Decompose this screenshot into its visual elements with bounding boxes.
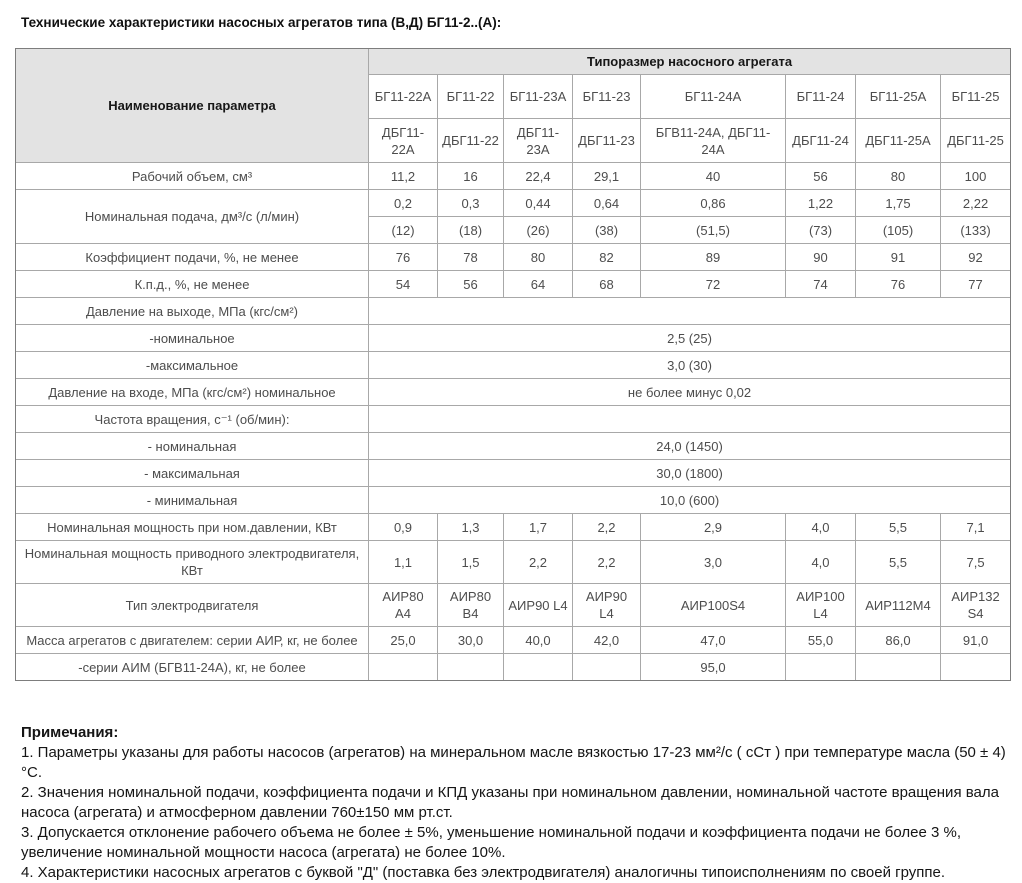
value-cell: АИР80 А4 [369, 584, 438, 627]
table-row [16, 298, 1011, 325]
value-cell: 76 [856, 271, 941, 298]
table-row [16, 406, 1011, 433]
span-value-cell [369, 298, 1011, 325]
page-title: Технические характеристики насосных агрегатов типа (В,Д) БГ11-2..(А): [21, 15, 502, 30]
value-cell: 89 [641, 244, 786, 271]
span-value-cell: не более минус 0,02 [369, 379, 1011, 406]
value-cell: 1,3 [438, 514, 504, 541]
value-cell: 2,22 [941, 190, 1011, 217]
table-row [16, 541, 1011, 584]
param-column-header: Наименование параметра [16, 49, 369, 163]
value-cell: 22,4 [504, 163, 573, 190]
value-cell: АИР80 В4 [438, 584, 504, 627]
value-cell: АИР90 L4 [504, 584, 573, 627]
value-cell: 0,64 [573, 190, 641, 217]
table-row [16, 271, 1011, 298]
model-header-cell: ДБГ11-23А [504, 119, 573, 163]
param-label-cell: - минимальная [16, 487, 369, 514]
span-value-cell: 10,0 (600) [369, 487, 1011, 514]
table-row [16, 379, 1011, 406]
value-cell: 40 [641, 163, 786, 190]
value-cell: 29,1 [573, 163, 641, 190]
value-cell: 91,0 [941, 627, 1011, 654]
model-header-cell: ДБГ11-25А [856, 119, 941, 163]
model-header-cell: ДБГ11-22 [438, 119, 504, 163]
param-label-cell: Масса агрегатов с двигателем: серии АИР, кг, не более [16, 627, 369, 654]
value-cell: 1,5 [438, 541, 504, 584]
param-label-cell: Давление на выходе, МПа (кгс/см²) [16, 298, 369, 325]
value-cell: (12) [369, 217, 438, 244]
model-header-cell: БГ11-25А [856, 75, 941, 119]
specs-table-body [16, 163, 1011, 681]
value-cell: 11,2 [369, 163, 438, 190]
value-cell: 100 [941, 163, 1011, 190]
value-cell: 76 [369, 244, 438, 271]
table-row [16, 433, 1011, 460]
param-label-cell: - максимальная [16, 460, 369, 487]
value-cell: 86,0 [856, 627, 941, 654]
span-value-cell: 2,5 (25) [369, 325, 1011, 352]
value-cell: 40,0 [504, 627, 573, 654]
param-label-cell: -номинальное [16, 325, 369, 352]
value-cell: 42,0 [573, 627, 641, 654]
param-label-cell: Частота вращения, с⁻¹ (об/мин): [16, 406, 369, 433]
value-cell: 25,0 [369, 627, 438, 654]
value-cell: 2,2 [573, 541, 641, 584]
value-cell: 55,0 [786, 627, 856, 654]
model-header-cell: БГ11-22А [369, 75, 438, 119]
table-row [16, 352, 1011, 379]
model-header-cell: БГ11-23А [504, 75, 573, 119]
value-cell: 2,9 [641, 514, 786, 541]
value-cell: (73) [786, 217, 856, 244]
value-cell: 16 [438, 163, 504, 190]
span-value-cell: 30,0 (1800) [369, 460, 1011, 487]
value-cell: (133) [941, 217, 1011, 244]
table-row [16, 190, 1011, 217]
value-cell [941, 654, 1011, 681]
table-row [16, 654, 1011, 681]
value-cell: 7,1 [941, 514, 1011, 541]
value-cell: 90 [786, 244, 856, 271]
value-cell: АИР132 S4 [941, 584, 1011, 627]
param-label-cell: Давление на входе, МПа (кгс/см²) номинальное [16, 379, 369, 406]
value-cell: АИР90 L4 [573, 584, 641, 627]
specs-table [15, 48, 1011, 681]
table-row [16, 487, 1011, 514]
value-cell [438, 654, 504, 681]
note-item: 2. Значения номинальной подачи, коэффициента подачи и КПД указаны при номинальном давлении, номинальной частоте вращения вала насоса (агрегата) и атмосферном давлении 760±150 мм рт.ст. [21, 784, 999, 821]
table-row [16, 627, 1011, 654]
span-value-cell: 3,0 (30) [369, 352, 1011, 379]
value-cell: 82 [573, 244, 641, 271]
table-row [16, 163, 1011, 190]
value-cell: 1,75 [856, 190, 941, 217]
value-cell: 0,3 [438, 190, 504, 217]
model-header-cell: ДБГ11-22А [369, 119, 438, 163]
value-cell: (18) [438, 217, 504, 244]
notes-heading: Примечания: [21, 724, 119, 741]
param-label-cell: Номинальная мощность при ном.давлении, КВт [16, 514, 369, 541]
model-header-cell: БГ11-22 [438, 75, 504, 119]
value-cell: 92 [941, 244, 1011, 271]
value-cell: (51,5) [641, 217, 786, 244]
value-cell: 80 [504, 244, 573, 271]
value-cell: 64 [504, 271, 573, 298]
value-cell: 5,5 [856, 514, 941, 541]
group-header: Типоразмер насосного агрегата [369, 49, 1011, 75]
value-cell: 54 [369, 271, 438, 298]
value-cell: 95,0 [641, 654, 786, 681]
value-cell: АИР100 L4 [786, 584, 856, 627]
param-label-cell: К.п.д., %, не менее [16, 271, 369, 298]
value-cell: 30,0 [438, 627, 504, 654]
value-cell: 91 [856, 244, 941, 271]
span-value-cell [369, 406, 1011, 433]
value-cell: 56 [438, 271, 504, 298]
value-cell: АИР112М4 [856, 584, 941, 627]
span-value-cell: 24,0 (1450) [369, 433, 1011, 460]
value-cell: 1,1 [369, 541, 438, 584]
param-label-cell: Рабочий объем, см³ [16, 163, 369, 190]
value-cell: 0,44 [504, 190, 573, 217]
value-cell: 80 [856, 163, 941, 190]
model-header-cell: БГ11-24 [786, 75, 856, 119]
value-cell: 2,2 [504, 541, 573, 584]
value-cell [369, 654, 438, 681]
note-item: 4. Характеристики насосных агрегатов с буквой "Д" (поставка без электродвигателя) аналогичны типоисполнениям по своей группе. [21, 864, 946, 881]
param-label-cell: -серии АИМ (БГВ11-24А), кг, не более [16, 654, 369, 681]
value-cell: (38) [573, 217, 641, 244]
value-cell: 1,7 [504, 514, 573, 541]
value-cell: 74 [786, 271, 856, 298]
value-cell: АИР100S4 [641, 584, 786, 627]
value-cell: 72 [641, 271, 786, 298]
value-cell: 68 [573, 271, 641, 298]
table-row [16, 514, 1011, 541]
table-row [16, 460, 1011, 487]
model-header-cell: БГВ11-24А, ДБГ11-24А [641, 119, 786, 163]
value-cell: 5,5 [856, 541, 941, 584]
model-header-cell: ДБГ11-25 [941, 119, 1011, 163]
note-item: 3. Допускается отклонение рабочего объема не более ± 5%, уменьшение номинальной подачи и коэффициента подачи не более 3 %, увеличение номинальной мощности насоса (агрегата) не более 10%. [21, 824, 962, 861]
param-label-cell: - номинальная [16, 433, 369, 460]
model-header-cell: БГ11-24А [641, 75, 786, 119]
param-label-cell: Тип электродвигателя [16, 584, 369, 627]
value-cell: 77 [941, 271, 1011, 298]
value-cell: 0,86 [641, 190, 786, 217]
value-cell: 4,0 [786, 541, 856, 584]
value-cell: (105) [856, 217, 941, 244]
notes [21, 723, 1006, 883]
value-cell [856, 654, 941, 681]
specs-table-head [16, 49, 1011, 163]
value-cell: 1,22 [786, 190, 856, 217]
table-row [16, 325, 1011, 352]
value-cell [786, 654, 856, 681]
param-label-cell: -максимальное [16, 352, 369, 379]
value-cell: 0,2 [369, 190, 438, 217]
value-cell: 0,9 [369, 514, 438, 541]
value-cell: 2,2 [573, 514, 641, 541]
param-label-cell: Номинальная подача, дм³/с (л/мин) [16, 190, 369, 244]
value-cell [504, 654, 573, 681]
value-cell: 4,0 [786, 514, 856, 541]
value-cell: 7,5 [941, 541, 1011, 584]
value-cell: 3,0 [641, 541, 786, 584]
table-row [16, 584, 1011, 627]
value-cell [573, 654, 641, 681]
value-cell: 47,0 [641, 627, 786, 654]
param-label-cell: Номинальная мощность приводного электродвигателя, КВт [16, 541, 369, 584]
value-cell: (26) [504, 217, 573, 244]
param-label-cell: Коэффициент подачи, %, не менее [16, 244, 369, 271]
model-header-cell: ДБГ11-23 [573, 119, 641, 163]
model-header-cell: БГ11-25 [941, 75, 1011, 119]
model-header-cell: БГ11-23 [573, 75, 641, 119]
note-item: 1. Параметры указаны для работы насосов (агрегатов) на минеральном масле вязкостью 17-23 мм²/с ( сСт ) при температуре масла (50 ± 4)°С. [21, 744, 1006, 781]
value-cell: 56 [786, 163, 856, 190]
value-cell: 78 [438, 244, 504, 271]
model-header-cell: ДБГ11-24 [786, 119, 856, 163]
table-row [16, 244, 1011, 271]
